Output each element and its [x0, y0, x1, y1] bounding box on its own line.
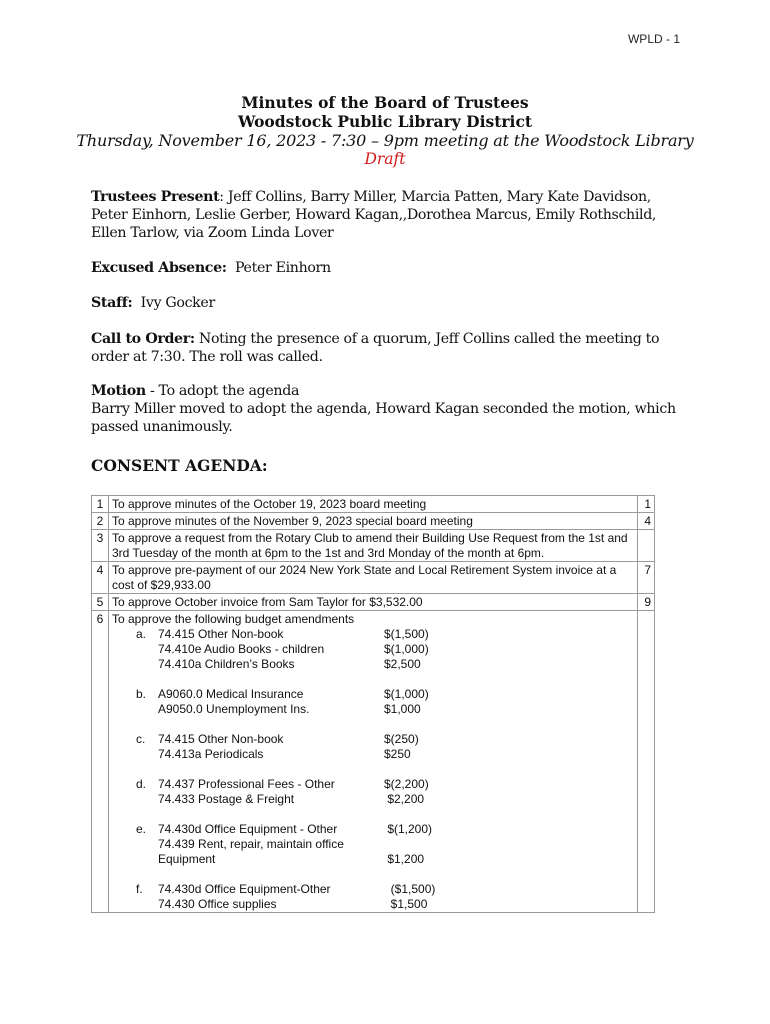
item-description: To approve pre-payment of our 2024 New York State and Local Retirement System invoice at a cost of $29,933.00 — [109, 562, 638, 594]
budget-line-account: 74.437 Professional Fees - Other — [158, 777, 335, 791]
meeting-date-subtitle: Thursday, November 16, 2023 - 7:30 – 9pm meeting at the Woodstock Library — [76, 131, 694, 150]
motion-paragraph — [91, 382, 681, 436]
amendment-line — [158, 687, 429, 702]
item-number: 1 — [92, 496, 109, 513]
budget-line-account: 74.415 Other Non-book — [158, 627, 284, 641]
amendment-group — [112, 732, 634, 762]
amendment-line — [158, 657, 429, 672]
amendment-line — [158, 792, 429, 807]
budget-line-account: 74.413a Periodicals — [158, 747, 264, 761]
trustees-present-text: : Jeff Collins, Barry Miller, Marcia Patten, Mary Kate Davidson, Peter Einhorn, Leslie Gerber, Howard Kagan,,Dorothea Marcus, Emily Rothschild, Ellen Tarlow, via Zoom Linda Lover — [91, 189, 657, 241]
item-number: 5 — [92, 594, 109, 611]
amendment-letter — [112, 777, 158, 807]
motion-detail: Barry Miller moved to adopt the agenda, Howard Kagan seconded the motion, which passed unanimously. — [91, 401, 676, 435]
amendment-line — [158, 822, 432, 837]
table-row — [92, 530, 655, 562]
amendment-letter — [112, 882, 158, 912]
budget-line-amount: $1,000 — [384, 702, 421, 716]
item-number: 6 — [92, 611, 109, 913]
motion-label: Motion — [91, 383, 146, 399]
item-description: To approve October invoice from Sam Taylor for $3,532.00 — [109, 594, 638, 611]
amendment-letter-text: c. — [136, 732, 146, 746]
budget-line-account: 74.430d Office Equipment - Other — [158, 822, 338, 836]
amendment-group — [112, 777, 634, 807]
staff-label: Staff: — [91, 295, 133, 311]
staff-text: Ivy Gocker — [132, 295, 215, 311]
budget-line-amount: $(1,200) — [384, 822, 433, 836]
amendment-line — [158, 627, 429, 642]
budget-line-account: 74.430 Office supplies — [158, 897, 277, 911]
trustees-present-label: Trustees Present — [91, 189, 220, 205]
staff-paragraph — [91, 294, 681, 312]
budget-line-account: 74.439 Rent, repair, maintain office — [158, 837, 344, 851]
item-description: To approve minutes of the November 9, 2023 special board meeting — [109, 513, 638, 530]
amendment-letter-text: a. — [136, 627, 147, 641]
budget-line-amount: $(1,000) — [384, 642, 429, 656]
amendment-line — [158, 702, 429, 717]
item-number: 3 — [92, 530, 109, 562]
amendment-letter — [112, 822, 158, 867]
amendment-line — [158, 642, 429, 657]
item-page-ref: 1 — [638, 496, 655, 513]
amendment-group — [112, 822, 634, 867]
budget-line-amount: $(1,500) — [384, 627, 429, 641]
document-header — [0, 93, 770, 169]
table-row-budget-amendments — [92, 611, 655, 913]
item-number: 4 — [92, 562, 109, 594]
table-row — [92, 496, 655, 513]
budget-line-amount: $(250) — [384, 732, 419, 746]
budget-line-account: 74.410e Audio Books - children — [158, 642, 325, 656]
motion-summary: - To adopt the agenda — [145, 383, 300, 399]
item-page-ref — [638, 611, 655, 913]
amendment-letter-text: d. — [136, 777, 147, 791]
amendment-line — [158, 852, 432, 867]
budget-line-account: 74.415 Other Non-book — [158, 732, 284, 746]
document-title-line2: Woodstock Public Library District — [237, 112, 533, 131]
excused-absence-paragraph — [91, 259, 681, 277]
page-number: WPLD - 1 — [627, 32, 680, 46]
trustees-present-paragraph — [91, 188, 681, 242]
budget-line-amount: ($1,500) — [384, 882, 436, 896]
budget-line-account: A9060.0 Medical Insurance — [158, 687, 304, 701]
table-row — [92, 562, 655, 594]
amendment-letter-text: e. — [136, 822, 147, 836]
item-number: 2 — [92, 513, 109, 530]
amendment-group — [112, 687, 634, 717]
excused-absence-label: Excused Absence: — [91, 260, 227, 276]
item-page-ref — [638, 530, 655, 562]
amendment-line — [158, 747, 419, 762]
call-to-order-text: Noting the presence of a quorum, Jeff Collins called the meeting to order at 7:30. The roll was called. — [91, 331, 660, 365]
budget-line-account: 74.410a Children’s Books — [158, 657, 295, 671]
item-description: To approve minutes of the October 19, 2023 board meeting — [109, 496, 638, 513]
budget-line-amount: $2,500 — [384, 657, 421, 671]
budget-amendments-intro: To approve the following budget amendments — [112, 612, 355, 626]
table-row — [92, 513, 655, 530]
budget-line-amount: $(1,000) — [384, 687, 429, 701]
item-page-ref: 9 — [638, 594, 655, 611]
excused-absence-text: Peter Einhorn — [226, 260, 331, 276]
amendment-line — [158, 882, 435, 897]
budget-line-amount: $(2,200) — [384, 777, 429, 791]
amendment-letter — [112, 687, 158, 717]
budget-line-account: Equipment — [158, 852, 216, 866]
call-to-order-paragraph — [91, 330, 681, 366]
budget-line-account: 74.433 Postage & Freight — [158, 792, 295, 806]
budget-line-account: 74.430d Office Equipment-Other — [158, 882, 331, 896]
amendment-line — [158, 777, 429, 792]
budget-line-amount: $250 — [384, 747, 411, 761]
amendment-letter-text: b. — [136, 687, 147, 701]
budget-line-amount: $2,200 — [384, 792, 425, 806]
budget-line-amount: $1,500 — [384, 897, 428, 911]
amendment-line — [158, 837, 432, 852]
consent-agenda-table — [91, 495, 655, 913]
consent-agenda-heading: CONSENT AGENDA: — [91, 456, 268, 475]
budget-line-account: A9050.0 Unemployment Ins. — [158, 702, 310, 716]
draft-status: Draft — [364, 150, 406, 168]
amendment-letter-text: f. — [136, 882, 143, 896]
budget-amendments-list — [112, 627, 634, 912]
document-title-line1: Minutes of the Board of Trustees — [241, 93, 529, 112]
item-description: To approve a request from the Rotary Club to amend their Building Use Request from the 1st and 3rd Tuesday of the month at 6pm to the 1st and 3rd Monday of the month at 6pm. — [109, 530, 638, 562]
budget-line-amount: $1,200 — [384, 852, 425, 866]
amendment-line — [158, 732, 419, 747]
item-page-ref: 7 — [638, 562, 655, 594]
budget-amendments-cell — [109, 611, 638, 913]
item-page-ref: 4 — [638, 513, 655, 530]
call-to-order-label: Call to Order: — [91, 331, 195, 347]
amendment-letter — [112, 732, 158, 762]
amendment-group — [112, 882, 634, 912]
table-row — [92, 594, 655, 611]
amendment-group — [112, 627, 634, 672]
amendment-line — [158, 897, 435, 912]
amendment-letter — [112, 627, 158, 672]
